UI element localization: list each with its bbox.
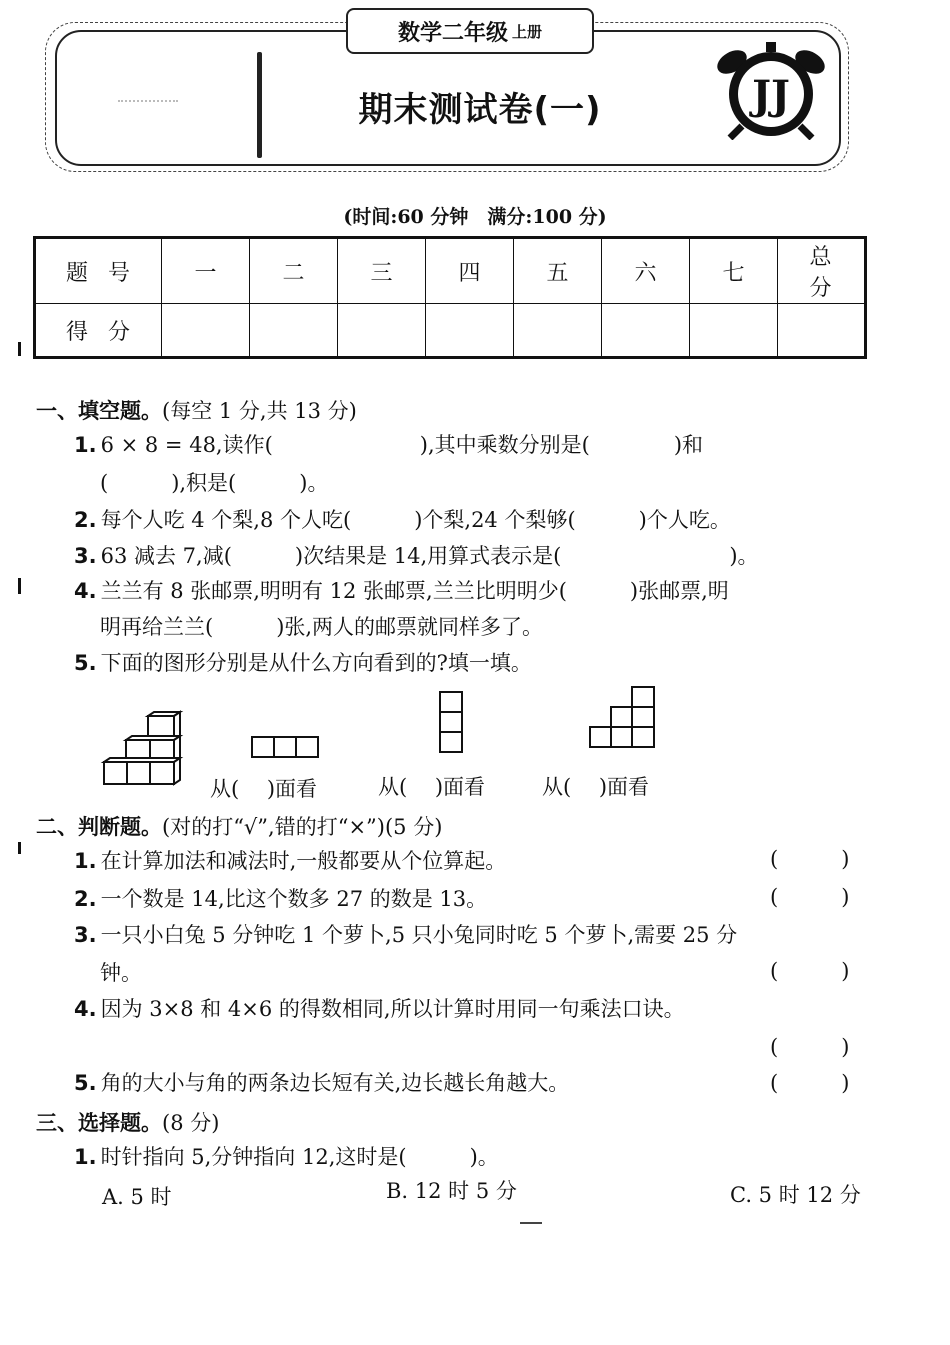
question-number: 3.	[74, 544, 97, 568]
answer-blank[interactable]: ( )	[770, 1071, 850, 1095]
side-view-figure	[437, 690, 465, 756]
scan-mark	[18, 842, 21, 854]
question-number: 1.	[74, 849, 97, 873]
score-cell[interactable]	[602, 304, 690, 358]
scan-artifact	[257, 52, 262, 158]
question-text: 一只小白兔 5 分钟吃 1 个萝卜,5 只小兔同时吃 5 个萝卜,需要 25 分	[100, 923, 738, 947]
time-info: (时间:60 分钟 满分:100 分)	[343, 206, 607, 228]
question-text: 6 × 8 = 48,读作( ),其中乘数分别是( )和	[100, 433, 704, 457]
scan-mark	[18, 342, 21, 356]
scan-artifact-dots	[118, 100, 178, 108]
question-3-1	[74, 1142, 499, 1172]
question-text: 每个人吃 4 个梨,8 个人吃( )个梨,24 个梨够( )个人吃。	[100, 508, 731, 532]
column-header: 三	[338, 238, 426, 304]
table-row	[35, 238, 866, 304]
question-1-5	[74, 648, 532, 678]
column-header: 二	[250, 238, 338, 304]
score-cell[interactable]	[338, 304, 426, 358]
question-2-5	[74, 1068, 569, 1098]
section-note: (8 分)	[162, 1111, 220, 1135]
section-title: 三、选择题。	[36, 1111, 162, 1135]
column-header: 五	[514, 238, 602, 304]
question-text: 63 减去 7,减( )次结果是 14,用算式表示是( )。	[100, 544, 759, 568]
row-label-question: 题号	[35, 238, 162, 304]
question-1-2	[74, 505, 731, 535]
question-1-4-cont: 明再给兰兰( )张,两人的邮票就同样多了。	[100, 615, 544, 639]
question-2-4	[74, 994, 685, 1024]
score-cell[interactable]	[514, 304, 602, 358]
question-2-3-cont: 钟。	[100, 961, 142, 985]
question-number: 3.	[74, 923, 97, 947]
section-3-heading	[36, 1108, 219, 1138]
grade-text: 数学二年级	[397, 20, 508, 46]
question-number: 5.	[74, 1071, 97, 1095]
score-cell[interactable]	[250, 304, 338, 358]
question-text: 因为 3×8 和 4×6 的得数相同,所以计算时用同一句乘法口诀。	[100, 997, 685, 1021]
alarm-clock-logo-icon	[712, 40, 830, 140]
score-table	[33, 236, 867, 359]
section-1-heading	[36, 396, 357, 426]
front-view-figure	[250, 735, 320, 759]
top-view-figure	[588, 685, 658, 751]
question-1-1	[74, 430, 703, 460]
question-1-1-cont: ( ),积是( )。	[100, 471, 329, 495]
question-number: 5.	[74, 651, 97, 675]
grade-label	[346, 8, 594, 54]
view-answer-1: 从( )面看	[210, 777, 318, 801]
question-2-3	[74, 920, 737, 950]
logo-text: JJ	[752, 72, 790, 119]
answer-blank[interactable]: ( )	[770, 959, 850, 983]
answer-blank[interactable]: ( )	[770, 885, 850, 909]
question-2-2	[74, 884, 487, 914]
option-a[interactable]: A. 5 时	[102, 1185, 172, 1209]
view-answer-2: 从( )面看	[378, 775, 486, 799]
scan-mark	[18, 578, 21, 594]
section-title: 一、填空题。	[36, 399, 162, 423]
table-row	[35, 304, 866, 358]
column-header-total: 总分	[778, 238, 866, 304]
answer-blank[interactable]: ( )	[770, 1035, 850, 1059]
column-header: 七	[690, 238, 778, 304]
question-1-3	[74, 541, 759, 571]
option-b[interactable]: B. 12 时 5 分	[386, 1179, 517, 1203]
question-text: 下面的图形分别是从什么方向看到的?填一填。	[100, 651, 532, 675]
question-text: 一个数是 14,比这个数多 27 的数是 13。	[100, 887, 488, 911]
section-title: 二、判断题。	[36, 815, 162, 839]
section-2-heading	[36, 812, 442, 842]
column-header: 四	[426, 238, 514, 304]
question-text: 兰兰有 8 张邮票,明明有 12 张邮票,兰兰比明明少( )张邮票,明	[100, 579, 729, 603]
question-number: 4.	[74, 997, 97, 1021]
row-label-score: 得分	[35, 304, 162, 358]
answer-blank[interactable]: ( )	[770, 847, 850, 871]
question-1-4	[74, 576, 729, 606]
question-number: 1.	[74, 433, 97, 457]
view-answer-3: 从( )面看	[542, 775, 650, 799]
question-text: 在计算加法和减法时,一般都要从个位算起。	[100, 849, 507, 873]
section-note: (对的打“√”,错的打“×”)(5 分)	[162, 815, 443, 839]
question-2-1	[74, 846, 506, 876]
cube-stack-3d-figure	[100, 710, 186, 786]
score-cell[interactable]	[162, 304, 250, 358]
column-header: 一	[162, 238, 250, 304]
scan-mark	[520, 1222, 542, 1224]
volume-text: 上册	[512, 22, 543, 41]
score-cell[interactable]	[426, 304, 514, 358]
column-header: 六	[602, 238, 690, 304]
score-cell[interactable]	[690, 304, 778, 358]
question-text: 时针指向 5,分钟指向 12,这时是( )。	[100, 1145, 499, 1169]
question-text: 角的大小与角的两条边长短有关,边长越长角越大。	[100, 1071, 570, 1095]
question-number: 4.	[74, 579, 97, 603]
question-number: 2.	[74, 508, 97, 532]
section-note: (每空 1 分,共 13 分)	[162, 399, 357, 423]
page-title: 期末测试卷(一)	[358, 90, 602, 130]
question-number: 1.	[74, 1145, 97, 1169]
score-cell[interactable]	[778, 304, 866, 358]
option-c[interactable]: C. 5 时 12 分	[730, 1183, 861, 1207]
question-number: 2.	[74, 887, 97, 911]
